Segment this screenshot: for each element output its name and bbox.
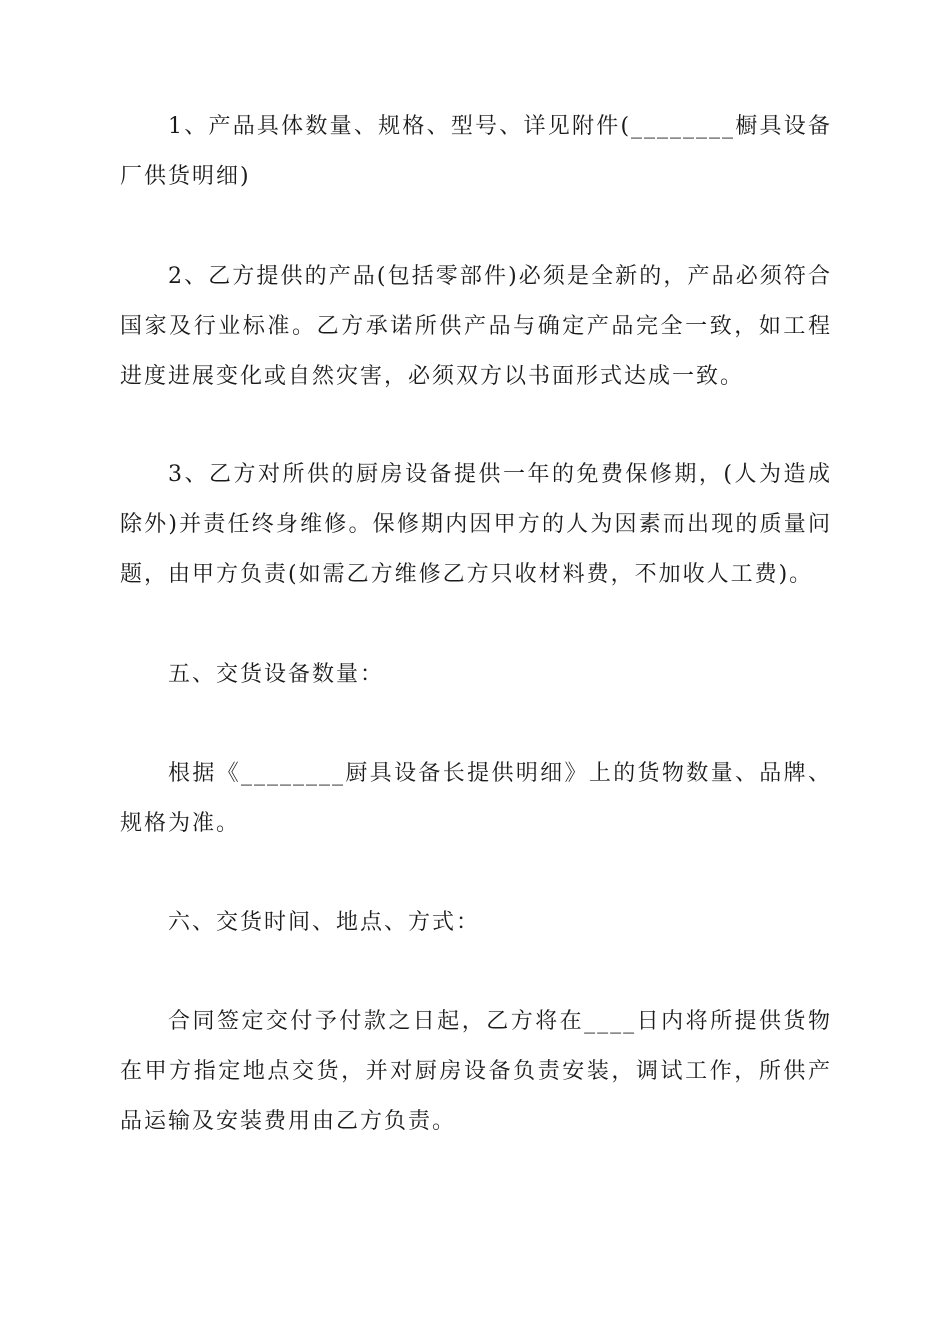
clause-1-product-details: 1、产品具体数量、规格、型号、详见附件(________橱具设备厂供货明细) — [120, 114, 832, 189]
section-6-body: 合同签定交付予付款之日起，乙方将在____日内将所提供货物在甲方指定地点交货，并对厨房设备负责安装，调试工作，所供产品运输及安装费用由乙方负责。 — [120, 1009, 832, 1134]
section-5-heading: 五、交货设备数量： — [168, 662, 385, 687]
clause-3-warranty: 3、乙方对所供的厨房设备提供一年的免费保修期，(人为造成除外)并责任终身维修。保修期内因甲方的人为因素而出现的质量问题，由甲方负责(如需乙方维修乙方只收材料费，不加收人工费)。 — [120, 462, 832, 587]
section-5-body: 根据《________厨具设备长提供明细》上的货物数量、品牌、规格为准。 — [120, 761, 832, 836]
section-6-heading: 六、交货时间、地点、方式： — [168, 910, 481, 935]
clause-2-product-standards: 2、乙方提供的产品(包括零部件)必须是全新的，产品必须符合国家及行业标准。乙方承诺所供产品与确定产品完全一致，如工程进度进展变化或自然灾害，必须双方以书面形式达成一致。 — [120, 264, 832, 389]
